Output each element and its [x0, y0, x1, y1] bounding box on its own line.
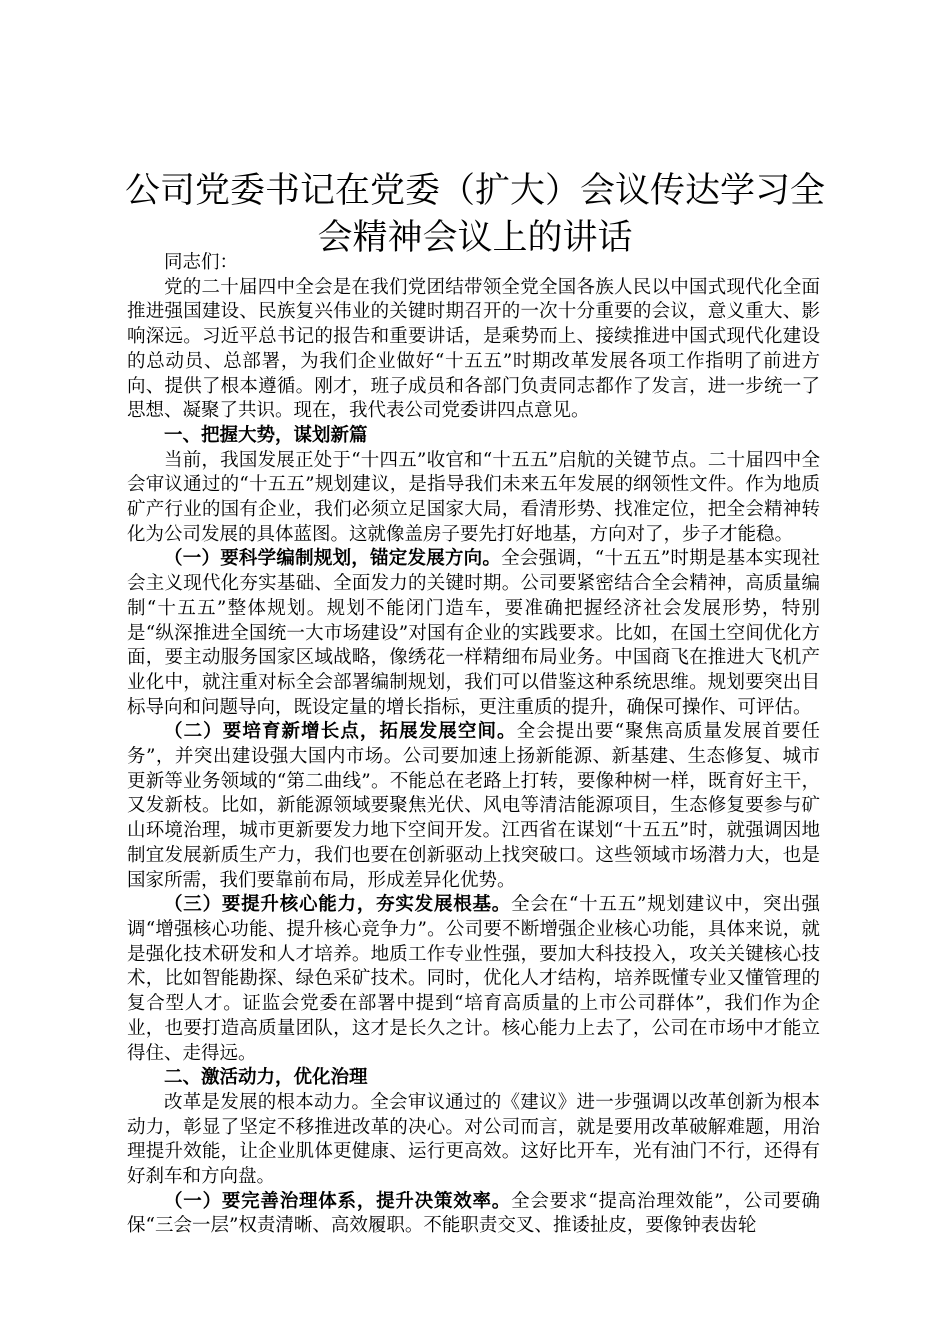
paragraph-text: 全会要求“提高治理效能”，公司要确保“三会一层”权责清晰、高效履职。不能职责交叉、推诿扯皮，要像钟表齿轮	[127, 1190, 820, 1237]
paragraph-text: 全会提出要“聚焦高质量发展首要任务”，并突出建设强大国内市场。公司要加速上扬新能源、新基建、生态修复、城市更新等业务领域的“第二曲线”。不能总在老路上打转，要像种树一样，既育好主干，又发新枝。比如，新能源领域要聚焦光伏、风电等清洁能源项目，生态修复要参与矿山环境治理，城市更新要发力地下空间开发。江西省在谋划“十五五”时，就强调因地制宜发展新质生产力，我们也要在创新驱动上找突破口。这些领域市场潜力大，也是国家所需，我们要靠前布局，形成差异化优势。	[127, 721, 820, 891]
paragraph-text: 改革是发展的根本动力。全会审议通过的《建议》进一步强调以改革创新为根本动力，彰显了坚定不移推进改革的决心。对公司而言，就是要用改革破解难题，用治理提升效能，让企业肌体更健康、运行更高效。这好比开车，光有油门不行，还得有好刹车和方向盘。	[127, 1091, 820, 1188]
document-title: 公司党委书记在党委（扩大）会议传达学习全会精神会议上的讲话	[124, 171, 825, 258]
subsection-lead: （二）要培育新增长点，拓展发展空间。	[164, 721, 517, 743]
paragraph	[127, 1091, 820, 1190]
subsection-lead: （一）要科学编制规划，锚定发展方向。	[164, 548, 502, 570]
paragraph	[127, 893, 820, 1066]
paragraph-text: 当前，我国发展正处于“十四五”收官和“十五五”启航的关键节点。二十届四中全会审议通过的“十五五”规划建议，是指导我们未来五年发展的纲领性文件。作为地质矿产行业的国有企业，我们必须立足国家大局，看清形势、找准定位，把全会精神转化为公司发展的具体蓝图。这就像盖房子要先打好地基，方向对了，步子才能稳。	[127, 449, 820, 545]
paragraph	[127, 276, 820, 424]
section-heading: 二、激活动力，优化治理	[164, 1067, 368, 1089]
paragraph-text: 全会在“十五五”规划建议中，突出强调“增强核心功能、提升核心竞争力”。公司要不断增强企业核心功能，具体来说，就是强化技术研发和人才培养。地质工作专业性强，要加大科技投入，攻关关键核心技术，比如智能勘探、绿色采矿技术。同时，优化人才结构，培养既懂专业又懂管理的复合型人才。证监会党委在部署中提到“培育高质量的上市公司群体”，我们作为企业，也要打造高质量团队，这才是长久之计。核心能力上去了，公司在市场中才能立得住、走得远。	[127, 894, 820, 1064]
paragraph	[127, 720, 820, 893]
paragraph	[127, 1190, 820, 1239]
subsection-lead: （一）要完善治理体系，提升决策效率。	[164, 1190, 512, 1212]
paragraph-text: 全会强调，“十五五”时期是基本实现社会主义现代化夯实基础、全面发力的关键时期。公司要紧密结合全会精神，高质量编制“十五五”整体规划。规划不能闭门造车，要准确把握经济社会发展形势，特别是“纵深推进全国统一大市场建设”对国有企业的实践要求。比如，在国土空间优化方面，要主动服务国家区域战略，像绣花一样精细布局业务。中国商飞在推进大飞机产业化中，就注重对标全会部署编制规划，我们可以借鉴这种系统思维。规划要突出目标导向和问题导向，既设定量的增长指标，更注重质的提升，确保可操作、可评估。	[127, 548, 820, 718]
section-heading: 一、把握大势，谋划新篇	[164, 424, 368, 446]
salutation: 同志们：	[164, 252, 239, 273]
paragraph	[127, 449, 820, 548]
document-body	[127, 251, 820, 1239]
subsection-lead: （三）要提升核心能力，夯实发展根基。	[164, 894, 512, 916]
paragraph-text: 党的二十届四中全会是在我们党团结带领全党全国各族人民以中国式现代化全面推进强国建设、民族复兴伟业的关键时期召开的一次十分重要的会议，意义重大、影响深远。习近平总书记的报告和重要讲话，是乘势而上、接续推进中国式现代化建设的总动员、总部署，为我们企业做好“十五五”时期改革发展各项工作指明了前进方向、提供了根本遵循。刚才，班子成员和各部门负责同志都作了发言，进一步统一了思想、凝聚了共识。现在，我代表公司党委讲四点意见。	[127, 276, 820, 422]
paragraph	[127, 547, 820, 720]
